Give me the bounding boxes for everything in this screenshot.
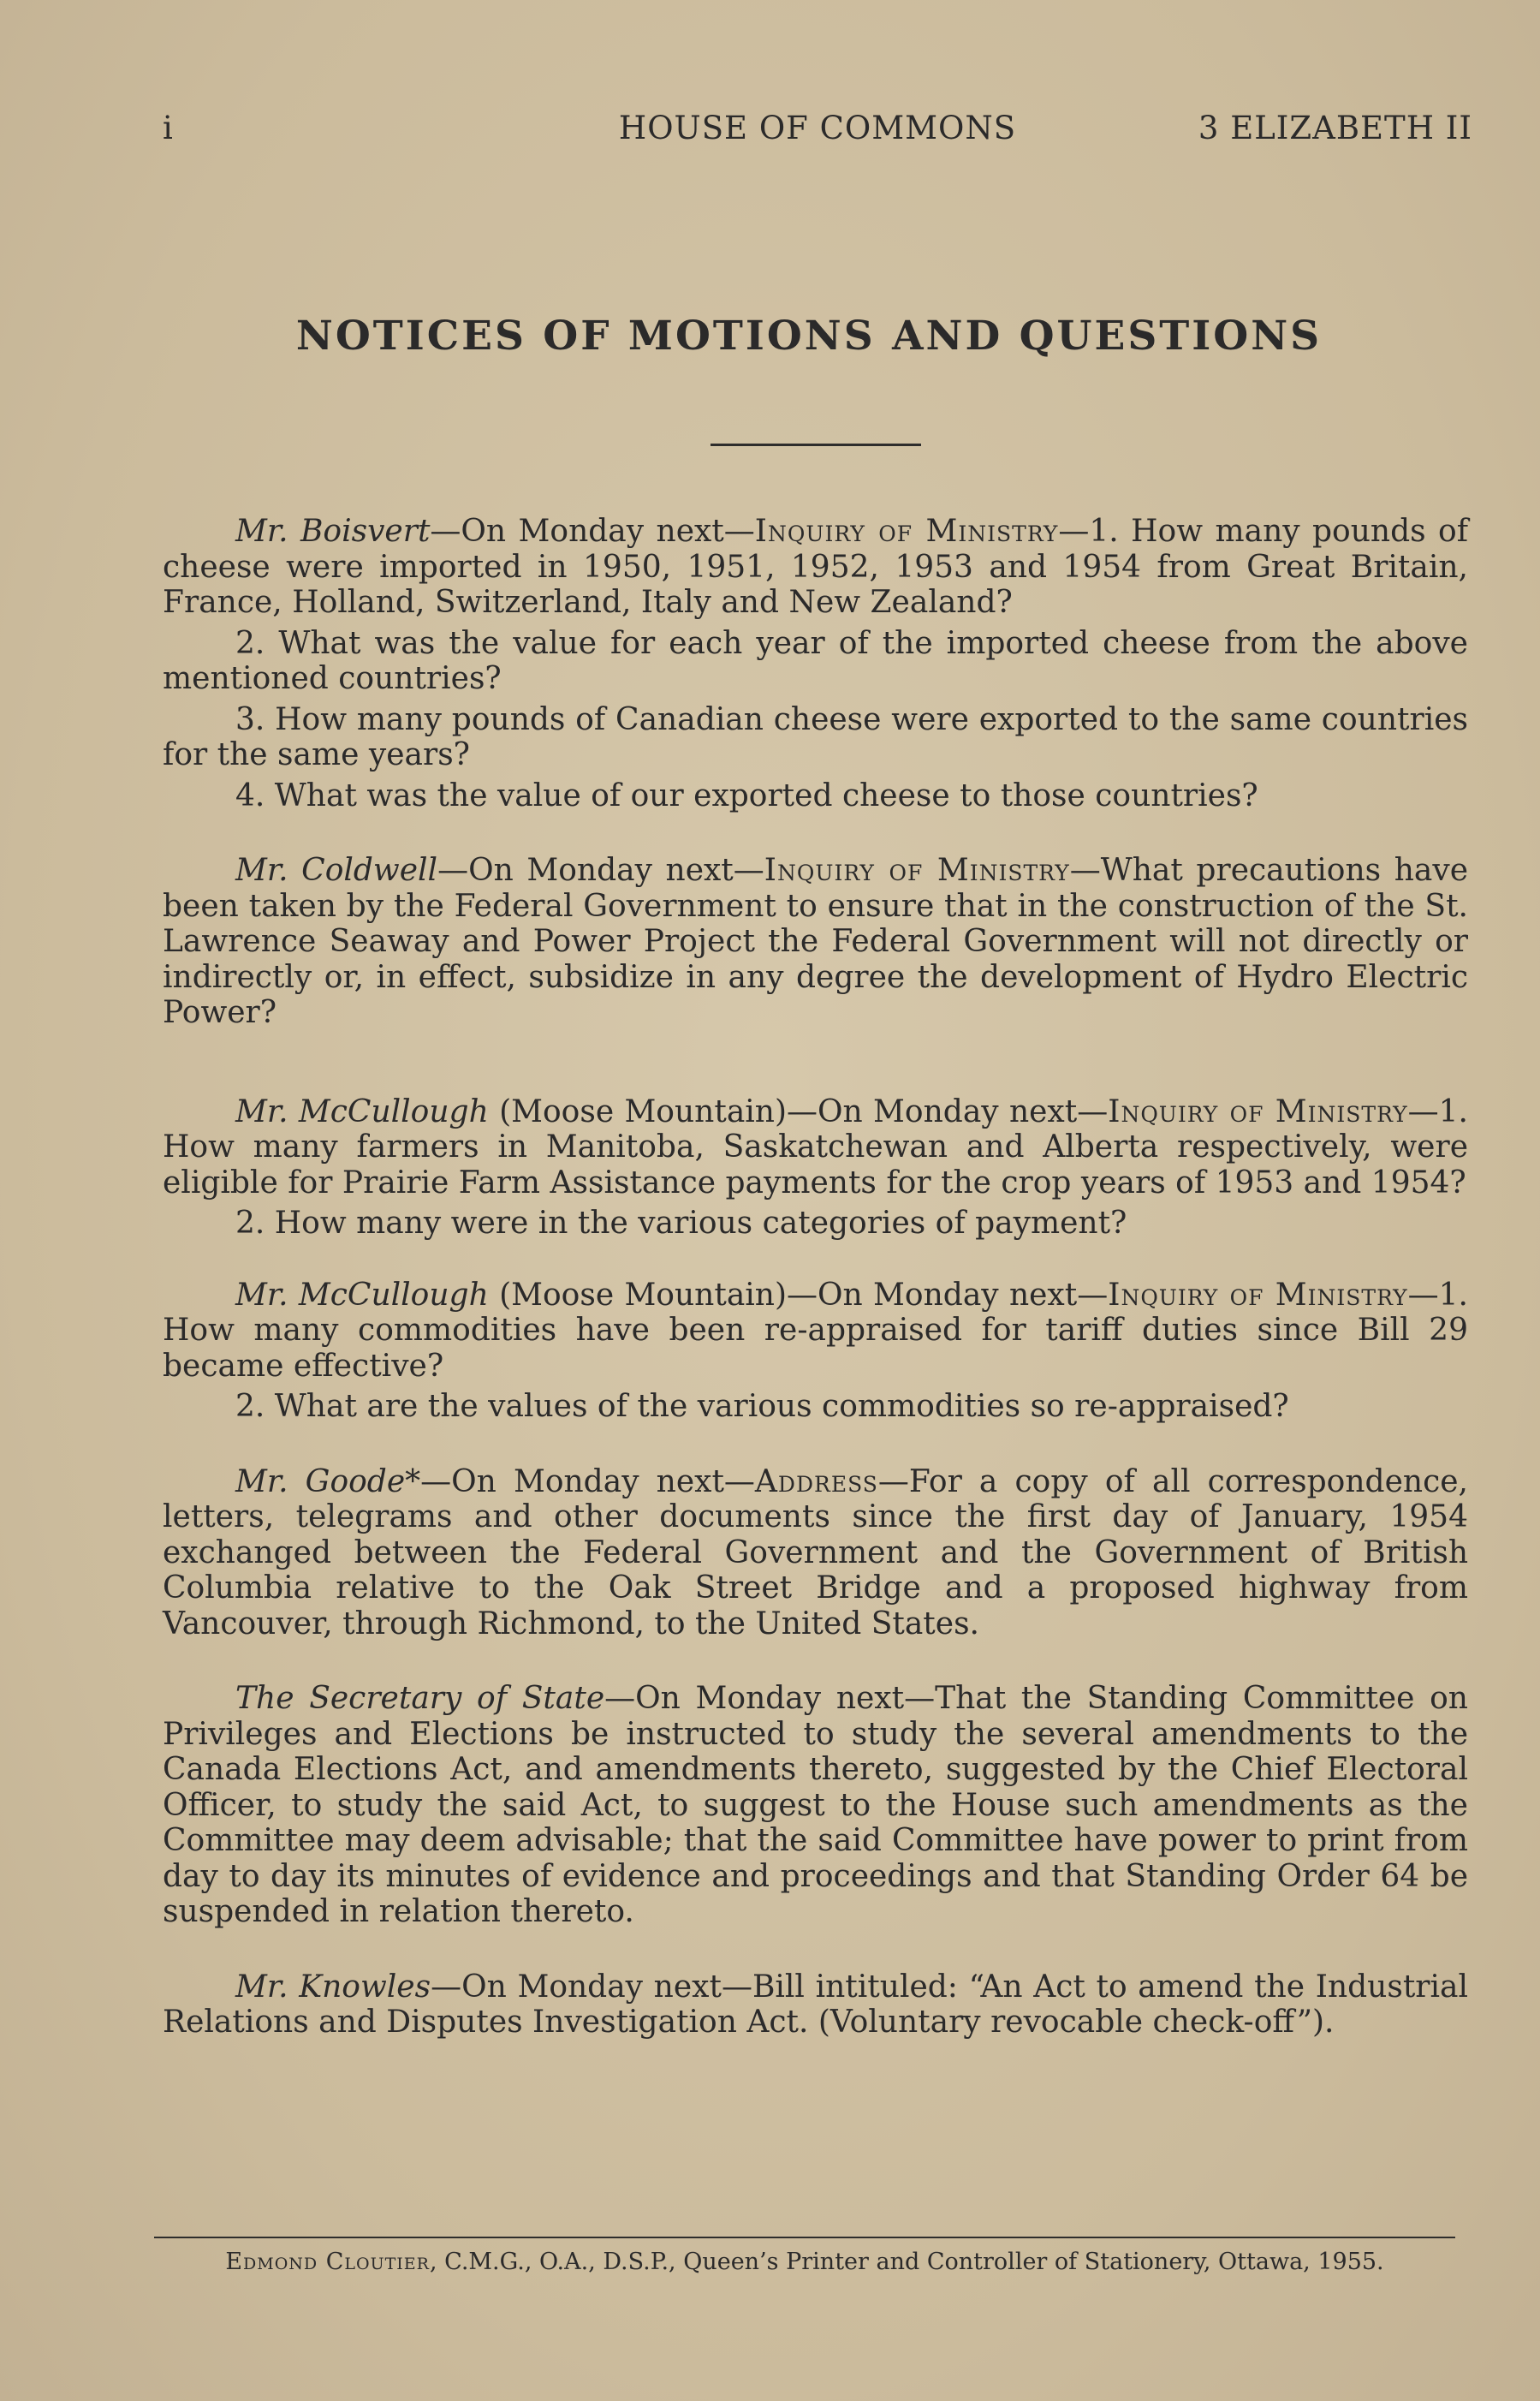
member-name: The Secretary of State [235, 1681, 605, 1716]
motion-paragraph: 2. What was the value for each year of the imported cheese from the above mentioned countries? [163, 625, 1468, 696]
motion-paragraph [163, 853, 1468, 1031]
motion-text: —What precautions have been taken by the Federal Government to ensure that in the construction of the St. Lawrence Seaway and Power Project the Federal Government will not directly or indirectly or, in effect, subsidize in any degree the development of Hydro Electric Power? [163, 853, 1468, 1030]
running-head: HOUSE OF COMMONS [618, 110, 1017, 146]
printer-details: , C.M.G., O.A., D.S.P., Queen’s Printer and Controller of Stationery, Ottawa, 1955. [429, 2249, 1384, 2275]
motion-text: —On Monday next—That the Standing Committee on Privileges and Elections be instructed to study the several amendments to the Canada Elections Act, and amendments thereto, suggested by the Chief Electoral Officer, to study the said Act, to suggest to the House such amendments as the Committee may deem advisable; that the said Committee have power to print from day to day its minutes of evidence and proceedings and that Standing Order 64 be suspended in relation thereto. [163, 1681, 1468, 1929]
motion-paragraph: 2. What are the values of the various commodities so re-appraised? [235, 1389, 1289, 1424]
motion-paragraph: 3. How many pounds of Canadian cheese were exported to the same countries for the same years? [163, 701, 1468, 772]
motion-text: —1. How many commodities have been re-appraised for tariff duties since Bill 29 became effective? [163, 1277, 1469, 1384]
motion-mccullough-1 [163, 1094, 1468, 1242]
member-name: Mr. Knowles [235, 1969, 431, 2005]
member-name: Mr. McCullough [235, 1277, 489, 1313]
member-name: Mr. McCullough [235, 1093, 489, 1129]
printer-imprint [154, 2249, 1455, 2275]
motion-secretary-of-state [163, 1681, 1468, 1930]
motion-paragraph: 4. What was the value of our exported cheese to those countries? [235, 777, 1258, 813]
motion-kind: Inquiry of Ministry [1108, 1093, 1408, 1129]
motion-kind: Inquiry of Ministry [764, 853, 1070, 888]
page-header [163, 110, 1472, 152]
motion-preamble: (Moose Mountain)—On Monday next— [488, 1093, 1109, 1129]
motion-text: —On Monday next—Bill intituled: “An Act to amend the Industrial Relations and Disputes Investigation Act. (Voluntary revocable check-off”). [163, 1969, 1468, 2040]
motion-boisvert [163, 514, 1468, 813]
motion-kind: Address [754, 1463, 878, 1499]
title-divider [711, 444, 921, 446]
motion-text: —For a copy of all correspondence, letters, telegrams and other documents since the first day of January, 1954 exchanged between the Federal Government and the Government of British Columbia relative to the Oak Street Bridge and a proposed highway from Vancouver, through Richmond, to the United States. [163, 1463, 1468, 1641]
motion-preamble: —On Monday next— [430, 514, 755, 549]
motion-text: —1. How many pounds of cheese were imported in 1950, 1951, 1952, 1953 and 1954 from Great Britain, France, Holland, Switzerland, Italy and New Zealand? [163, 514, 1469, 620]
motion-paragraph [163, 514, 1468, 621]
member-name: Mr. Boisvert [235, 514, 431, 549]
motion-kind: Inquiry of Ministry [754, 514, 1059, 549]
footer-divider [154, 2237, 1455, 2238]
member-name: Mr. Coldwell [235, 853, 438, 888]
member-name: Mr. Goode* [235, 1463, 421, 1499]
notices-body [163, 514, 1468, 2046]
motion-paragraph [163, 1464, 1468, 1642]
page-title: NOTICES OF MOTIONS AND QUESTIONS [295, 313, 1323, 360]
motion-goode [163, 1464, 1468, 1642]
motion-paragraph [163, 1681, 1468, 1930]
motion-kind: Inquiry of Ministry [1108, 1277, 1408, 1313]
motion-preamble: —On Monday next— [420, 1463, 755, 1499]
motion-paragraph: 2. How many were in the various categories of payment? [235, 1206, 1127, 1241]
motion-paragraph [163, 1278, 1468, 1385]
motion-coldwell [163, 853, 1468, 1031]
page-number: i [163, 110, 173, 146]
motion-paragraph [163, 1094, 1468, 1201]
printer-name: Edmond Cloutier [225, 2249, 430, 2275]
session-label: 3 ELIZABETH II [1198, 110, 1472, 146]
motion-text: —1. How many farmers in Manitoba, Saskatchewan and Alberta respectively, were eligible for Prairie Farm Assistance payments for the crop years of 1953 and 1954? [163, 1093, 1469, 1200]
motion-paragraph [163, 1969, 1468, 2041]
motion-preamble: —On Monday next— [437, 853, 764, 888]
motion-knowles [163, 1969, 1468, 2041]
motion-mccullough-2 [163, 1278, 1468, 1425]
motion-preamble: (Moose Mountain)—On Monday next— [488, 1277, 1109, 1313]
